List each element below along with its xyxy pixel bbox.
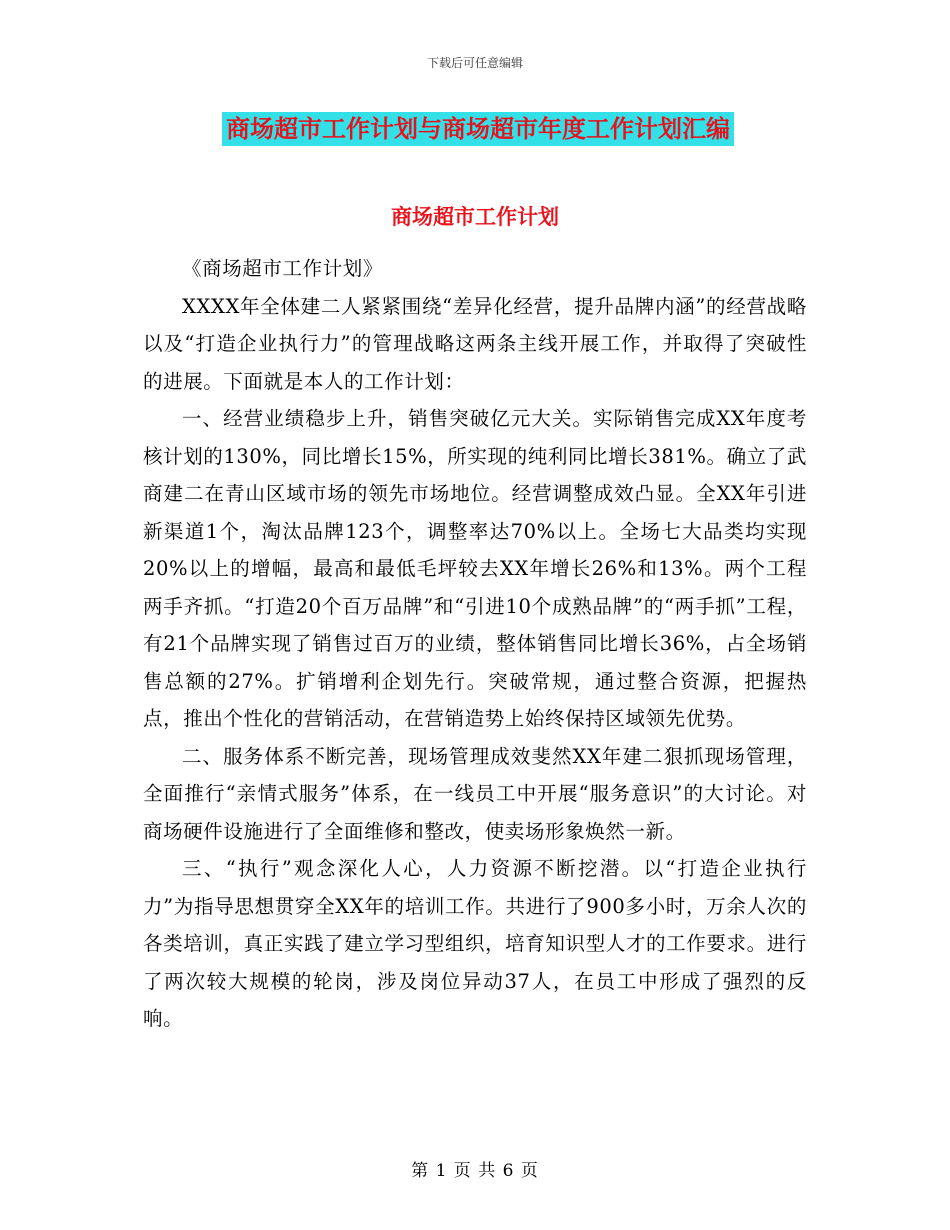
document-title: 商场超市工作计划与商场超市年度工作计划汇编 (222, 112, 734, 146)
paragraph-three: 三、“执行”观念深化人心，人力资源不断挖潜。以“打造企业执行力”为指导思想贯穿全XX年的培训工作。共进行了900多小时，万余人次的各类培训，真正实践了建立学习型组织，培育知识型人才的工作要求。进行了两次较大规模的轮岗，涉及岗位异动37人，在员工中形成了强烈的反响。 (143, 857, 807, 1030)
quote-title: 《商场超市工作计划》 (182, 257, 384, 280)
document-body (143, 250, 807, 1038)
paragraph-intro: XXXX年全体建二人紧紧围绕“差异化经营，提升品牌内涵”的经营战略以及“打造企业执行力”的管理战略这两条主线开展工作，并取得了突破性的进展。下面就是本人的工作计划： (143, 294, 807, 393)
paragraph-one: 一、经营业绩稳步上升，销售突破亿元大关。实际销售完成XX年度考核计划的130%，同比增长15%，所实现的纯利同比增长381%。确立了武商建二在青山区域市场的领先市场地位。经营调整成效凸显。全XX年引进新渠道1个，淘汰品牌123个，调整率达70%以上。全场七大品类均实现20%以上的增幅，最高和最低毛坪较去XX年增长26%和13%。两个工程两手齐抓。“打造20个百万品牌”和“引进10个成熟品牌”的“两手抓”工程，有21个品牌实现了销售过百万的业绩，整体销售同比增长36%，占全场销售总额的27%。扩销增利企划先行。突破常规，通过整合资源，把握热点，推出个性化的营销活动，在营销造势上始终保持区域领先优势。 (143, 407, 807, 730)
page-number: 第 1 页 共 6 页 (411, 1161, 539, 1181)
paragraph-two: 二、服务体系不断完善，现场管理成效斐然XX年建二狠抓现场管理，全面推行“亲情式服务”体系，在一线员工中开展“服务意识”的大讨论。对商场硬件设施进行了全面维修和整改，使卖场形象焕然一新。 (143, 744, 807, 843)
section-title: 商场超市工作计划 (391, 204, 559, 229)
header-note: 下载后可任意编辑 (426, 56, 523, 70)
